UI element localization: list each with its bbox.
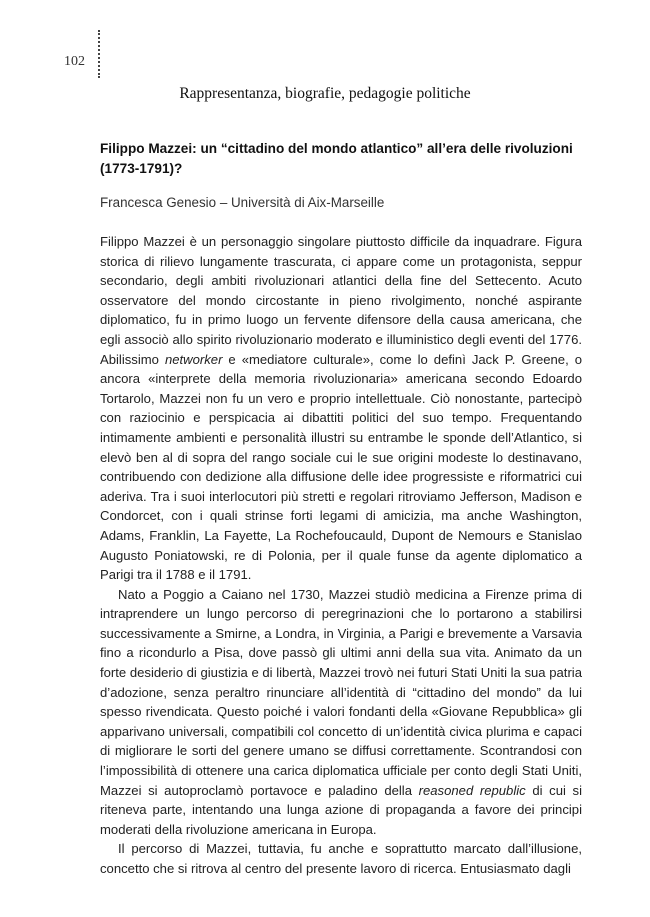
paragraph-1-text-a: Filippo Mazzei è un personaggio singolare piuttosto difficile da inquadrare. Figura storica di rilievo lungamente trascurata, ci appare come un protagonista, seppur secondario, degli ambiti rivoluzionari atlantici della fine del Settecento. Acuto osservatore del mondo circostante in pieno rivolgimento, nonché aspirante diplomatico, fu in primo luogo un fervente difensore della causa americana, che egli associò allo spirito rivoluzionario moderato e illuministico degli eventi del 1776. Abilissimo bbox=[100, 234, 582, 367]
article-body bbox=[100, 232, 582, 879]
article-title: Filippo Mazzei: un “cittadino del mondo atlantico” all’era delle rivoluzioni (1773-1791)? bbox=[100, 141, 573, 176]
paragraph-1-emphasis: networker bbox=[164, 351, 223, 367]
paragraph-2-emphasis: reasoned republic bbox=[418, 782, 526, 798]
paragraph-3 bbox=[100, 839, 582, 878]
paragraph-3-text: Il percorso di Mazzei, tuttavia, fu anche e soprattutto marcato dall’illusione, concetto che si ritrova al centro del presente lavoro di ricerca. Entusiasmato dagli bbox=[100, 841, 582, 876]
page-number: 102 bbox=[64, 54, 85, 69]
paragraph-1-text-b: e «mediatore culturale», come lo definì Jack P. Greene, o ancora «interprete della memoria rivoluzionaria» americana secondo Edoardo Tortarolo, Mazzei non fu un vero e proprio intellettuale. Ciò nonostante, partecipò con raziocinio e perspicacia ai dibattiti politici del suo tempo. Frequentando intimamente ambienti e personalità illustri su entrambe le sponde dell’Atlantico, si elevò ben al di sopra del rango sociale cui le sue origini modeste lo destinavano, contribuendo con dedizione alla diffusione delle idee progressiste e riformatrici cui aderiva. Tra i suoi interlocutori più stretti e regolari ritroviamo Jefferson, Madison e Condorcet, con i quali strinse forti legami di amicizia, ma anche Washington, Adams, Franklin, La Fayette, La Rochefoucauld, Dupont de Nemours e Stanislao Augusto Poniatowski, re di Polonia, per il quale funse da agente diplomatico a Parigi tra il 1788 e il 1791. bbox=[100, 351, 582, 583]
paragraph-2 bbox=[100, 585, 582, 840]
paragraph-2-text-a: Nato a Poggio a Caiano nel 1730, Mazzei studiò medicina a Firenze prima di intraprendere un lungo percorso di peregrinazioni che lo portarono a stabilirsi successivamente a Smirne, a Londra, in Virginia, a Parigi e brevemente a Varsavia fino a ricondurlo a Pisa, dove passò gli ultimi anni della sua vita. Animato da un forte desiderio di giustizia e di libertà, Mazzei trovò nei futuri Stati Uniti la sua patria d’adozione, senza peraltro rinunciare all’identità di “cittadino del mondo” da lui spesso rivendicata. Questo poiché i valori fondanti della «Giovane Repubblica» gli apparivano universali, compatibili col concetto di un’identità civica plurima e capaci di migliorare le sorti del genere umano se diffusi correttamente. Scontrandosi con l’impossibilità di ottenere una carica diplomatica ufficiale per conto degli Stati Uniti, Mazzei si autoproclamò portavoce e paladino della bbox=[100, 586, 582, 798]
paragraph-1 bbox=[100, 232, 582, 585]
author-affiliation: Francesca Genesio – Università di Aix-Marseille bbox=[100, 195, 385, 210]
paragraph-2-text-b: di cui si riteneva parte, intentando una lunga azione di propaganda a favore dei principi moderati della rivoluzione americana in Europa. bbox=[100, 782, 582, 837]
margin-dotted-rule bbox=[98, 30, 100, 78]
running-header: Rappresentanza, biografie, pedagogie politiche bbox=[179, 85, 471, 102]
